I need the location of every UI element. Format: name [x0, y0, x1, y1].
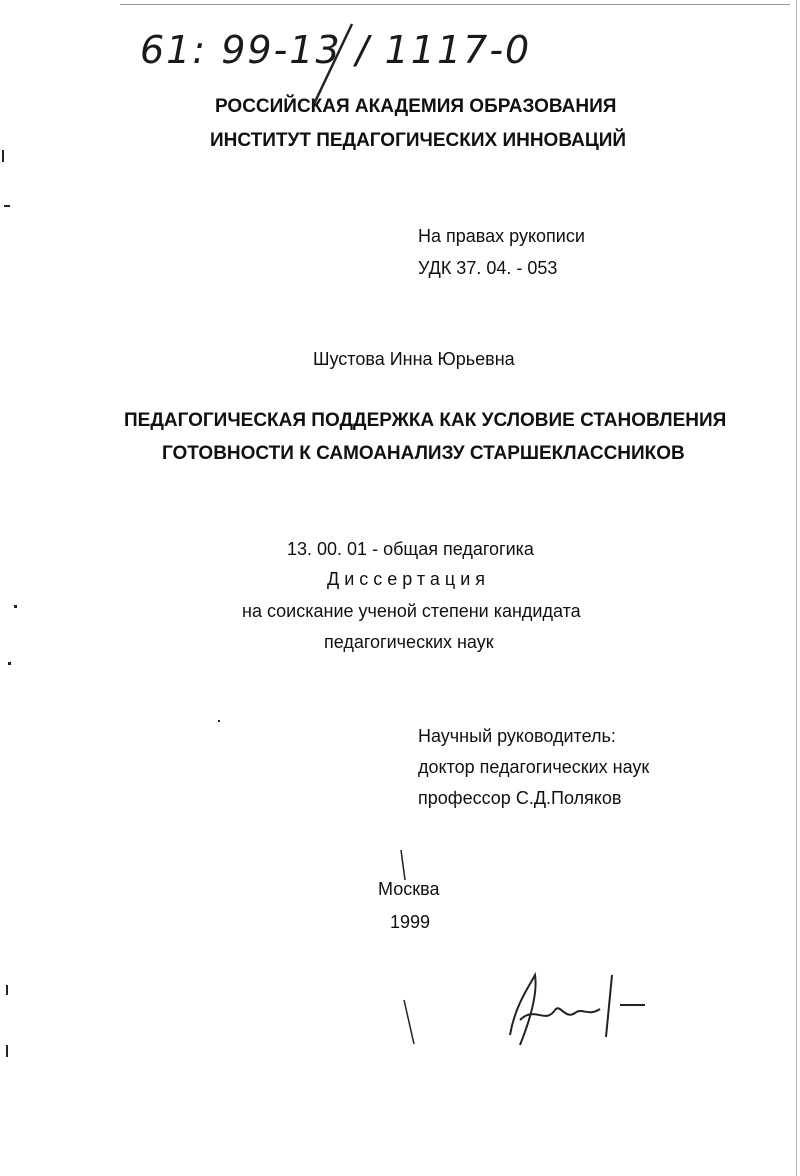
supervisor-name: профессор С.Д.Поляков	[418, 788, 622, 808]
year: 1999	[390, 912, 431, 932]
scan-mark	[8, 662, 11, 665]
udk-code: УДК 37. 04. - 053	[418, 258, 558, 278]
degree-line-1: на соискание ученой степени кандидата	[242, 601, 581, 621]
archive-code: 61: 99-13 / 1117-0	[140, 28, 532, 72]
pen-stroke	[400, 998, 420, 1048]
supervisor-degree: доктор педагогических наук	[418, 757, 650, 777]
scan-mark	[14, 605, 17, 608]
scan-mark	[6, 985, 8, 995]
academy-name: РОССИЙСКАЯ АКАДЕМИЯ ОБРАЗОВАНИЯ	[215, 96, 617, 117]
scan-mark	[2, 150, 4, 162]
scan-mark	[6, 1045, 8, 1057]
scan-mark	[4, 205, 10, 207]
scan-mark	[218, 720, 220, 722]
scan-edge-line	[796, 0, 797, 1176]
degree-line-2: педагогических наук	[324, 632, 494, 652]
supervisor-label: Научный руководитель:	[418, 726, 616, 746]
pen-stroke	[396, 848, 416, 888]
title-line-1: ПЕДАГОГИЧЕСКАЯ ПОДДЕРЖКА КАК УСЛОВИЕ СТАНОВЛЕНИЯ	[124, 410, 727, 431]
archive-slash	[300, 20, 360, 110]
title-line-2: ГОТОВНОСТИ К САМОАНАЛИЗУ СТАРШЕКЛАССНИКОВ	[162, 443, 685, 464]
city: Москва	[378, 879, 440, 899]
manuscript-rights: На правах рукописи	[418, 226, 585, 246]
document-type: Диссертация	[327, 569, 491, 589]
scan-top-line	[120, 4, 790, 5]
specialty: 13. 00. 01 - общая педагогика	[287, 539, 534, 559]
institute-name: ИНСТИТУТ ПЕДАГОГИЧЕСКИХ ИННОВАЦИЙ	[210, 130, 627, 151]
author-name: Шустова Инна Юрьевна	[313, 349, 515, 369]
signature	[490, 965, 650, 1055]
